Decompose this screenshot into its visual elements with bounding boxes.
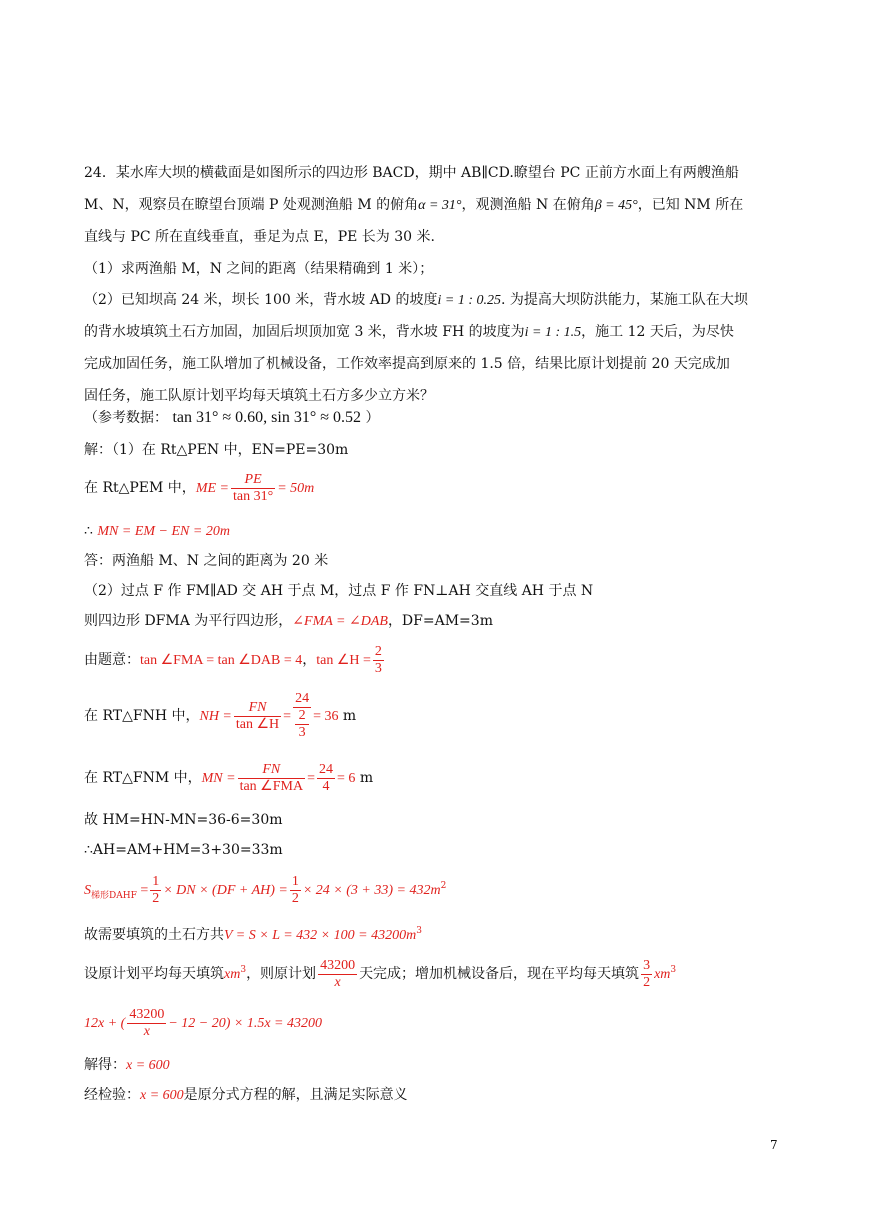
angle-alpha: α = 31° [418, 198, 462, 213]
fraction [293, 708, 311, 741]
numerator: 2 [374, 643, 382, 659]
problem-text: M、N，观察员在瞭望台顶端 P 处观测渔船 M 的俯角 [84, 197, 419, 213]
solution-text: 在 RT△FNM 中， [84, 770, 202, 786]
solution-line-12 [84, 868, 446, 914]
denominator: 3 [298, 725, 306, 740]
denominator: tan 31° [232, 488, 274, 504]
solution-line-3 [84, 521, 230, 542]
solution-text: 则四边形 DFMA 为平行四边形， [84, 613, 293, 629]
denominator: 2 [152, 890, 160, 906]
formula: × 24 × (3 + 33) = 432m [302, 883, 441, 898]
slope-fh: i = 1 : 1.5 [524, 325, 582, 340]
solution-text: 解得： [84, 1057, 126, 1073]
reference-values: tan 31° ≈ 0.60, sin 31° ≈ 0.52 [172, 409, 362, 426]
numerator: FN [238, 762, 306, 779]
question-2-line-1 [84, 290, 748, 311]
numerator: 1 [152, 873, 160, 889]
angle-beta: β = 45° [594, 198, 638, 213]
denominator: 3 [374, 660, 382, 676]
fraction [238, 762, 306, 795]
solution-line-11: ∴AH=AM+HM=3+30=33m [84, 842, 283, 858]
fraction [231, 472, 275, 505]
formula: x = 600 [126, 1058, 170, 1073]
superscript: 3 [240, 965, 247, 975]
solution-text: 由题意： [84, 652, 140, 668]
solution-line-14 [84, 950, 676, 995]
question-2-line-2 [84, 322, 734, 343]
fraction [318, 958, 357, 991]
formula: = [283, 709, 292, 724]
solution-text: 是原分式方程的解，且满足实际意义 [183, 1087, 408, 1103]
denominator: 4 [322, 778, 330, 794]
problem-line-3: 直线与 PC 所在直线垂直，垂足为点 E，PE 长为 30 米. [84, 229, 435, 245]
answer-1: 答：两渔船 M、N 之间的距离为 20 米 [84, 553, 329, 569]
solution-line-16 [84, 1055, 170, 1076]
solution-text: 在 Rt△PEM 中， [84, 480, 196, 496]
complex-fraction [293, 691, 311, 741]
formula: = 6 [336, 771, 356, 786]
problem-line-1: 24．某水库大坝的横截面是如图所示的四边形 BACD，期中 AB∥CD.瞭望台 PC 正前方水面上有两艘渔船 [84, 165, 739, 181]
formula: xm [654, 967, 671, 982]
solution-text: 在 RT△FNH 中， [84, 708, 200, 724]
solution-line-8 [84, 686, 356, 747]
formula: = 50m [277, 481, 315, 496]
question-1: （1）求两渔船 M，N 之间的距离（结果精确到 1 米）； [84, 261, 434, 277]
solution-line-2 [84, 470, 314, 507]
therefore-symbol: ∴ [84, 523, 93, 539]
numerator: 24 [295, 691, 310, 706]
page-number: 7 [770, 1138, 778, 1152]
problem-text: ，观测渔船 N 在俯角 [461, 197, 595, 213]
reference-data [84, 408, 379, 428]
solution-text: ，则原计划 [246, 966, 317, 982]
area-subscript: 梯形DAHF [91, 890, 137, 901]
solution-line-10: 故 HM=HN-MN=36-6=30m [84, 812, 283, 828]
fraction [234, 700, 281, 733]
formula: = [307, 771, 315, 786]
solution-line-17 [84, 1085, 408, 1106]
problem-text: . 为提高大坝防洪能力，某施工队在大坝 [500, 292, 748, 308]
solution-text: 故需要填筑的土石方共 [84, 927, 224, 943]
area-symbol: S [84, 883, 91, 898]
formula: tan ∠H = [316, 653, 371, 668]
problem-text: （2）已知坝高 24 米，坝长 100 米，背水坡 AD 的坡度 [84, 292, 438, 308]
formula: ME = [195, 481, 229, 496]
formula: MN = [201, 771, 236, 786]
fraction [317, 762, 335, 795]
denominator: 2 [291, 890, 299, 906]
formula: = 36 [313, 709, 339, 724]
numerator: 2 [295, 708, 309, 725]
solution-line-5: （2）过点 F 作 FM∥AD 交 AH 于点 M，过点 F 作 FN⊥AH 交直线 AH 于点 N [84, 583, 594, 599]
problem-text: ，已知 NM 所在 [637, 197, 744, 213]
solution-line-7 [84, 640, 386, 681]
problem-text: （参考数据： [84, 410, 168, 426]
formula: x = 600 [140, 1088, 184, 1103]
formula: × DN × (DF + AH) = [163, 883, 288, 898]
solution-text: 设原计划平均每天填筑 [84, 966, 224, 982]
solution-line-9 [84, 760, 373, 797]
numerator: FN [234, 700, 281, 717]
problem-text: 的背水坡填筑土石方加固，加固后坝顶加宽 3 米，背水坡 FH 的坡度为 [84, 324, 525, 340]
formula: V = S × L = 432 × 100 = 43200m [224, 928, 417, 943]
denominator: x [143, 1023, 150, 1039]
question-2-line-3: 完成加固任务，施工队增加了机械设备，工作效率提高到原来的 1.5 倍，结果比原计划提前 20 天完成加 [84, 356, 730, 372]
denominator: tan ∠H [235, 716, 280, 732]
solution-text: ， [302, 652, 317, 668]
numerator: 43200 [320, 957, 356, 973]
problem-text: ，施工 12 天后，为尽快 [581, 324, 734, 340]
problem-text: ） [365, 410, 380, 426]
denominator: x [334, 974, 341, 990]
unit: m [355, 770, 374, 786]
formula: tan ∠FMA = tan ∠DAB = 4 [140, 653, 303, 668]
numerator: 43200 [129, 1006, 165, 1022]
formula: xm [224, 967, 241, 982]
fraction [373, 644, 384, 677]
formula: 12x + ( [84, 1016, 126, 1031]
numerator: 1 [291, 873, 299, 889]
superscript: 3 [670, 965, 677, 975]
formula: NH = [199, 709, 232, 724]
problem-line-2 [84, 195, 743, 216]
formula: MN = EM − EN = 20m [97, 524, 230, 539]
solution-line-15 [84, 1003, 322, 1044]
fraction [641, 958, 652, 991]
formula: ∠FMA = ∠DAB [292, 614, 388, 629]
solution-line-13 [84, 921, 422, 946]
superscript: 2 [440, 881, 447, 891]
fraction [290, 874, 301, 907]
superscript: 3 [416, 926, 422, 936]
slope-ad: i = 1 : 0.25 [437, 293, 501, 308]
unit: m [338, 708, 357, 724]
solution-text: ，DF=AM=3m [387, 613, 493, 629]
solution-text: 天完成；增加机械设备后，现在平均每天填筑 [359, 966, 640, 982]
numerator: 24 [318, 761, 333, 777]
formula: − 12 − 20) × 1.5x = 43200 [168, 1016, 322, 1031]
formula: = [136, 883, 149, 898]
denominator: 2 [643, 974, 651, 990]
denominator: tan ∠FMA [239, 778, 304, 794]
solution-line-1: 解：（1）在 Rt△PEN 中，EN=PE=30m [84, 442, 349, 458]
solution-text: 经检验： [84, 1087, 140, 1103]
solution-line-6 [84, 611, 493, 632]
fraction [150, 874, 161, 907]
numerator: 3 [643, 957, 651, 973]
numerator: PE [231, 472, 275, 489]
question-2-line-4: 固任务，施工队原计划平均每天填筑土石方多少立方米？ [84, 388, 434, 404]
fraction [127, 1007, 166, 1040]
